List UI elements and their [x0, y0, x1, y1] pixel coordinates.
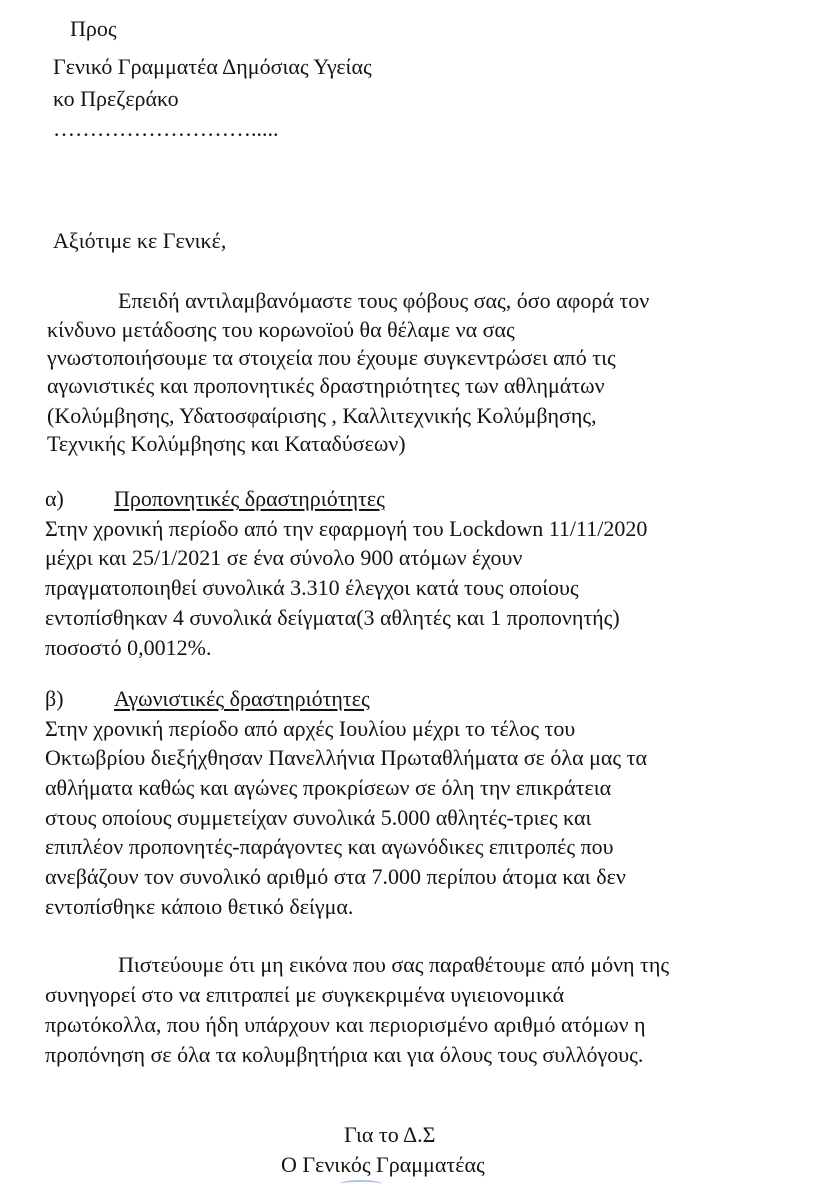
section-a-line: ποσοστό 0,0012%.	[45, 635, 212, 660]
signature-role: Ο Γενικός Γραμματέας	[281, 1152, 485, 1177]
intro-line: γνωστοποιήσουμε τα στοιχεία που έχουμε συγκεντρώσει από τις	[47, 345, 616, 370]
signature-for: Για το Δ.Σ	[344, 1122, 436, 1147]
intro-line: κίνδυνο μετάδοσης του κορωνοϊού θα θέλαμε να σας	[47, 317, 515, 342]
recipient-label: Προς	[70, 16, 117, 41]
section-b-line: ανεβάζουν τον συνολικό αριθμό στα 7.000 περίπου άτομα και δεν	[45, 864, 626, 889]
intro-line: Τεχνικής Κολύμβησης και Καταδύσεων)	[47, 431, 406, 456]
section-b-line: εντοπίσθηκε κάποιο θετικό δείγμα.	[45, 894, 354, 919]
closing-line: Πιστεύουμε ότι μη εικόνα που σας παραθέτουμε από μόνη της	[118, 952, 670, 977]
recipient-name: κο Πρεζεράκο	[53, 86, 179, 111]
section-a-line: εντοπίσθηκαν 4 συνολικά δείγματα(3 αθλητές και 1 προπονητής)	[45, 605, 620, 630]
intro-line: Επειδή αντιλαμβανόμαστε τους φόβους σας, όσο αφορά τον	[118, 288, 650, 313]
intro-line: αγωνιστικές και προπονητικές δραστηριότητες των αθλημάτων	[47, 373, 605, 398]
section-a-line: πραγματοποιηθεί συνολικά 3.310 έλεγχοι κατά τους οποίους	[45, 575, 579, 600]
recipient-dots: ……………………….....	[53, 116, 279, 141]
salutation: Αξιότιμε κε Γενικέ,	[53, 228, 227, 253]
section-a-heading: Προπονητικές δραστηριότητες	[114, 486, 385, 511]
section-b-line: επιπλέον προπονητές-παράγοντες και αγωνόδικες επιτροπές που	[45, 834, 614, 859]
section-b-line: αθλήματα καθώς και αγώνες προκρίσεων σε όλη την επικράτεια	[45, 775, 612, 800]
section-b-line: Στην χρονική περίοδο από αρχές Ιουλίου μέχρι το τέλος του	[45, 716, 576, 741]
closing-line: συνηγορεί στο να επιτραπεί με συγκεκριμένα υγιειονομικά	[45, 982, 565, 1007]
section-b-marker: β)	[45, 686, 64, 711]
section-b-line: στους οποίους συμμετείχαν συνολικά 5.000 αθλητές-τριες και	[45, 805, 592, 830]
section-b-heading: Αγωνιστικές δραστηριότητες	[114, 686, 370, 711]
closing-line: πρωτόκολλα, που ήδη υπάρχουν και περιορισμένο αριθμό ατόμων η	[45, 1012, 646, 1037]
section-a-line: Στην χρονική περίοδο από την εφαρμογή του Lockdown 11/11/2020	[45, 516, 648, 541]
closing-line: προπόνηση σε όλα τα κολυμβητήρια και για όλους τους συλλόγους.	[45, 1042, 644, 1067]
section-a-line: μέχρι και 25/1/2021 σε ένα σύνολο 900 ατόμων έχουν	[45, 545, 523, 570]
intro-line: (Κολύμβησης, Υδατοσφαίρισης , Καλλιτεχνικής Κολύμβησης,	[47, 403, 597, 428]
recipient-title: Γενικό Γραμματέα Δημόσιας Υγείας	[53, 54, 372, 79]
section-b-line: Οκτωβρίου διεξήχθησαν Πανελλήνια Πρωταθλήματα σε όλα μας τα	[45, 745, 648, 770]
section-a-marker: α)	[45, 486, 64, 511]
